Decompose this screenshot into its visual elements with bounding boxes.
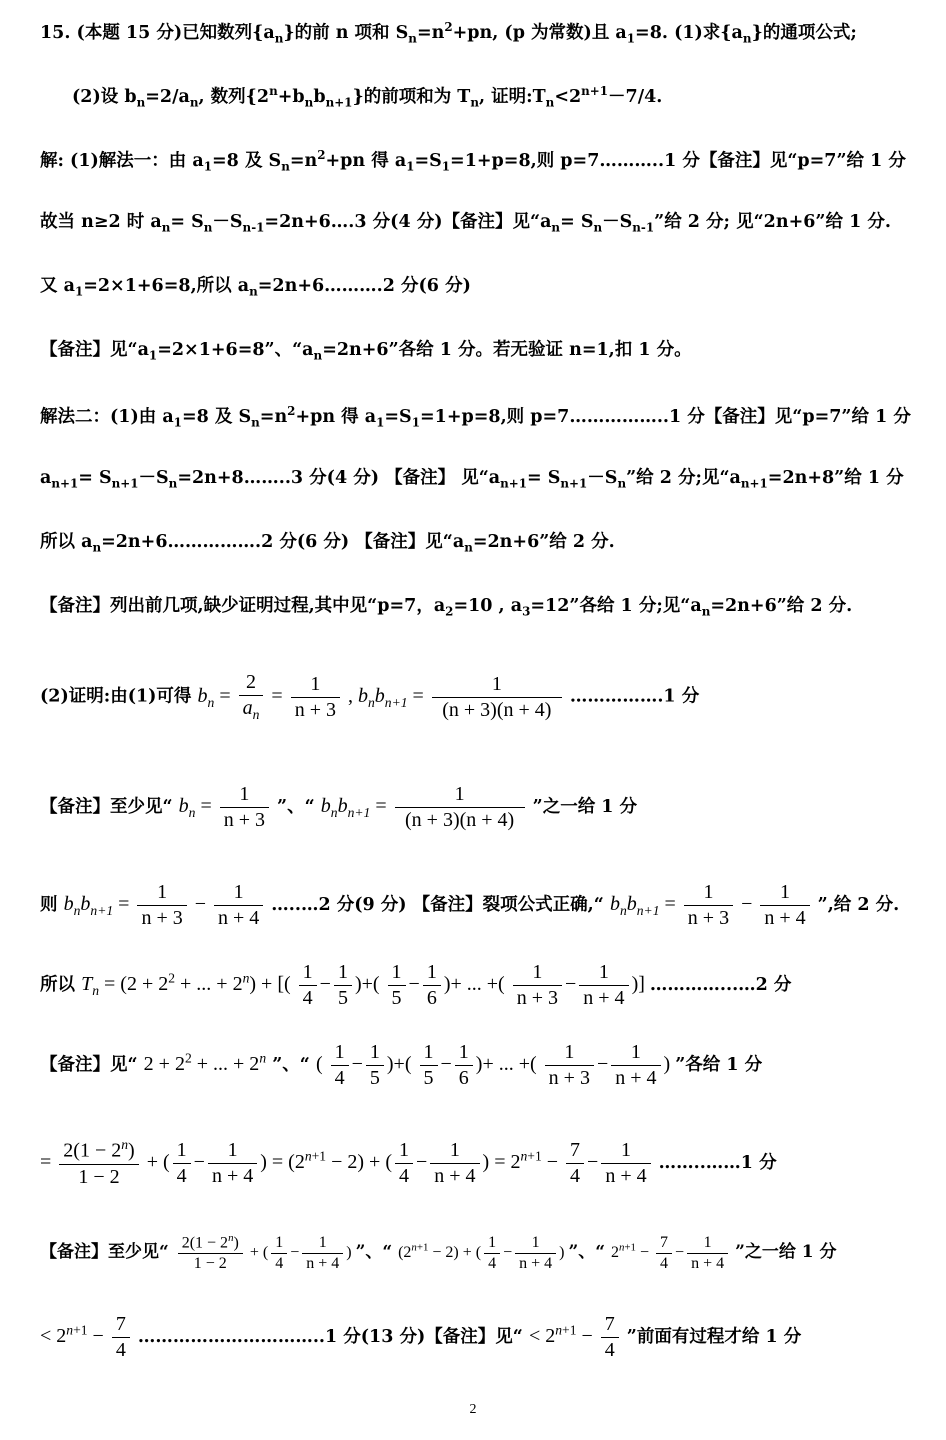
text: (2)证明:由(1)可得 bbox=[40, 686, 192, 707]
text: …………….1 分 bbox=[569, 686, 700, 707]
script: n bbox=[701, 604, 711, 619]
formula-Tn: $T_n = (2 + 2^2$ + ... + $2^n$) + [( $\frac{1}{4}$ − $\frac{1}{5}$ )+( $\frac{1}{5}$ − $\frac{1}{6}$ )+ ... +( $\frac{1}{n + 3}$ − $\frac{1}{n + 4}$ )] bbox=[81, 961, 650, 1009]
text: 解法二：(1)由 a bbox=[40, 406, 174, 427]
script: n bbox=[189, 95, 199, 110]
text: 故当 n≥2 时 a bbox=[40, 212, 162, 232]
proof-line-4 bbox=[40, 960, 938, 1011]
script: n bbox=[313, 348, 323, 363]
script: n bbox=[274, 31, 284, 46]
text: 解: (1)解法一：由 a bbox=[40, 150, 204, 171]
text: ”、“ bbox=[272, 1055, 310, 1076]
text: ”给 2 分; 见“2n+6”给 1 分. bbox=[654, 212, 891, 232]
formula: $2^{n+1}$ − $\frac{7}{4}$ − $\frac{1}{n + 4}$ bbox=[611, 1244, 735, 1261]
text: =n bbox=[416, 22, 445, 43]
text: =8. (1)求{a bbox=[635, 22, 743, 43]
script: 1 bbox=[406, 159, 415, 174]
formula: $b_n$ = $\frac{1}{n + 3}$ bbox=[179, 795, 277, 817]
proof-line-3 bbox=[40, 880, 938, 931]
formula-bn: $b_n$ = $\frac{2}{a_n}$ = $\frac{1}{n + 3}$ , $b_nb_{n+1}$ = $\frac{1}{(n + 3)(n + 4)}$ bbox=[198, 685, 570, 707]
text: －7/4. bbox=[608, 86, 663, 107]
formula: $(2^{n+1} - 2)$ + ( $\frac{1}{4}$ − $\frac{1}{n + 4}$ ) bbox=[398, 1233, 569, 1272]
den: (n + 3)(n + 4) bbox=[405, 809, 515, 831]
text-line-6 bbox=[40, 340, 938, 363]
text: －S bbox=[212, 212, 243, 232]
proof-line-5 bbox=[40, 1040, 938, 1091]
num: 1 bbox=[291, 672, 340, 698]
text: =2n+8”给 1 分 bbox=[767, 468, 904, 488]
num: 1 bbox=[760, 880, 809, 906]
text: = S bbox=[170, 212, 204, 232]
formula: $b_nb_{n+1}$ = $\frac{1}{(n + 3)(n + 4)}$ bbox=[321, 795, 533, 817]
script: n bbox=[203, 220, 213, 235]
script: n bbox=[617, 476, 627, 491]
formula: ( $\frac{1}{4}$ − $\frac{1}{5}$ )+( $\frac{1}{5}$ − $\frac{1}{6}$ )+ ... +( $\frac{1}{n + 3}$ − $\frac{1}{n + 4}$ ) bbox=[315, 1041, 676, 1089]
script: n+1 bbox=[740, 476, 768, 491]
text: =2n+6”给 2 分. bbox=[710, 596, 853, 616]
den: (n + 3)(n + 4) bbox=[442, 698, 552, 721]
text: =1+p=8,则 p=7………..1 分【备注】见“p=7”给 1 分 bbox=[450, 150, 906, 171]
text: －S bbox=[587, 468, 618, 488]
text-line-4 bbox=[40, 212, 938, 235]
text: =S bbox=[384, 406, 412, 427]
num: 1 bbox=[432, 672, 562, 698]
text: =2n+6”给 2 分. bbox=[472, 532, 615, 552]
proof-line-8 bbox=[40, 1312, 938, 1363]
text: ”,给 2 分. bbox=[817, 895, 900, 916]
text: ”、“ bbox=[568, 1241, 606, 1262]
text: ”前面有过程才给 1 分 bbox=[626, 1327, 802, 1348]
text: ”、“ bbox=[277, 797, 315, 818]
script: 1 bbox=[411, 415, 420, 430]
text: a bbox=[40, 468, 52, 488]
text: 【备注】列出前几项,缺少证明过程,其中见“p=7，a bbox=[40, 596, 446, 616]
text: 【备注】见“ bbox=[40, 1055, 138, 1076]
den: n + 4 bbox=[764, 907, 806, 929]
script: n bbox=[161, 220, 171, 235]
script: n bbox=[545, 95, 555, 110]
text: }的前项和为 T bbox=[352, 86, 471, 107]
den: n + 3 bbox=[294, 698, 336, 721]
script: n+1 bbox=[111, 476, 139, 491]
text: b bbox=[313, 86, 326, 107]
text-line-9 bbox=[40, 532, 938, 555]
text: +b bbox=[277, 86, 305, 107]
proof-line-6 bbox=[40, 1137, 938, 1190]
text: 【备注】至少见“ bbox=[40, 1241, 169, 1262]
num: 1 bbox=[684, 880, 733, 906]
text: =1+p=8,则 p=7……………..1 分【备注】见“p=7”给 1 分 bbox=[419, 406, 911, 427]
text: +pn 得 a bbox=[325, 150, 407, 171]
text: }的前 n 项和 S bbox=[283, 22, 409, 43]
formula: $\frac{2(1 - 2^n)}{1 - 2}$ + ( $\frac{1}{4}$ − $\frac{1}{n + 4}$ ) bbox=[175, 1244, 356, 1261]
proof-line-7 bbox=[40, 1232, 938, 1274]
script: n bbox=[593, 220, 603, 235]
text-line-7 bbox=[40, 404, 938, 430]
text: －S bbox=[602, 212, 633, 232]
text: …………………………..1 分(13 分)【备注】见“ bbox=[137, 1327, 523, 1348]
text: , 证明:T bbox=[478, 86, 546, 107]
text: =n bbox=[259, 406, 288, 427]
proof-line-2 bbox=[40, 782, 938, 833]
script: n bbox=[92, 540, 102, 555]
text: =2/a bbox=[145, 86, 190, 107]
script: 1 bbox=[441, 159, 451, 174]
text: = S bbox=[560, 212, 594, 232]
script: n bbox=[408, 31, 417, 46]
text-line-3 bbox=[40, 148, 938, 174]
text: =12”各给 1 分;见“a bbox=[530, 596, 702, 616]
text: …………...…2 分 bbox=[649, 975, 792, 996]
text: 【备注】见“a bbox=[40, 340, 149, 360]
script: n bbox=[136, 95, 146, 110]
text: ”之一给 1 分 bbox=[735, 1241, 837, 1262]
script: 3 bbox=[522, 604, 531, 619]
num: 1 bbox=[137, 880, 186, 906]
formula: < $2^{n+1}$ − $\frac{7}{4}$ bbox=[40, 1325, 138, 1347]
text: }的通项公式; bbox=[751, 22, 857, 43]
script: n bbox=[251, 415, 260, 430]
script: n bbox=[304, 95, 314, 110]
text-line-10 bbox=[40, 596, 938, 619]
text: 15. (本题 15 分)已知数列{a bbox=[40, 22, 275, 43]
script: n bbox=[168, 476, 178, 491]
script: n bbox=[269, 84, 278, 98]
text: =8 及 S bbox=[181, 406, 252, 427]
text-line-2 bbox=[72, 84, 938, 110]
script: n bbox=[551, 220, 561, 235]
script: n bbox=[742, 31, 752, 46]
den: n + 3 bbox=[141, 907, 183, 929]
text: ”、“ bbox=[355, 1241, 393, 1262]
text: =2×1+6=8,所以 a bbox=[83, 276, 250, 296]
script: n bbox=[470, 95, 479, 110]
script: 2 bbox=[444, 20, 453, 34]
num: 1 bbox=[214, 880, 263, 906]
text: =2n+6……….2 分(6 分) bbox=[257, 276, 471, 296]
text: ”给 2 分;见“a bbox=[626, 468, 741, 488]
script: n+1 bbox=[500, 476, 527, 491]
script: n bbox=[464, 540, 473, 555]
script: 2 bbox=[317, 148, 326, 162]
script: 2 bbox=[445, 604, 454, 619]
text: =2n+6”各给 1 分。若无验证 n=1,扣 1 分。 bbox=[322, 340, 692, 360]
formula: $b_nb_{n+1}$ = $\frac{1}{n + 3}$ − $\frac{1}{n + 4}$ bbox=[64, 893, 272, 915]
text: <2 bbox=[554, 86, 582, 107]
script: n-1 bbox=[242, 220, 265, 235]
text: 又 a bbox=[40, 276, 75, 296]
text: …..…2 分(9 分) 【备注】裂项公式正确,“ bbox=[271, 895, 604, 916]
script: 2 bbox=[287, 404, 296, 418]
text-line-1 bbox=[40, 20, 938, 46]
script: 1 bbox=[173, 415, 182, 430]
script: n bbox=[249, 284, 258, 299]
text: ”之一给 1 分 bbox=[532, 797, 638, 818]
den: $a_n$ bbox=[242, 697, 260, 722]
text: =2n+6…………….2 分(6 分) 【备注】见“a bbox=[101, 532, 465, 552]
text: =S bbox=[414, 150, 442, 171]
text: =n bbox=[289, 150, 318, 171]
text: =2n+6….3 分(4 分)【备注】见“a bbox=[264, 212, 552, 232]
formula: $2 + 2^2$ + ... + $2^n$ bbox=[143, 1050, 267, 1076]
num: 1 bbox=[220, 782, 269, 808]
text: =10 , a bbox=[453, 596, 523, 616]
text: = S bbox=[527, 468, 561, 488]
formula: $b_nb_{n+1}$ = $\frac{1}{n + 3}$ − $\frac{1}{n + 4}$ bbox=[610, 893, 818, 915]
page-number: 2 bbox=[469, 1402, 477, 1417]
script: n+1 bbox=[581, 84, 609, 98]
proof-line-1 bbox=[40, 670, 938, 724]
formula: < $2^{n+1}$ − $\frac{7}{4}$ bbox=[529, 1325, 627, 1347]
text: = S bbox=[78, 468, 112, 488]
den: n + 3 bbox=[687, 907, 730, 929]
text: 【备注】至少见“ bbox=[40, 797, 173, 818]
num: 2 bbox=[239, 670, 264, 696]
text: =2×1+6=8”、“a bbox=[157, 340, 314, 360]
text: 则 bbox=[40, 895, 58, 916]
script: n+1 bbox=[560, 476, 588, 491]
den: n + 4 bbox=[218, 907, 260, 929]
text: ”各给 1 分 bbox=[675, 1055, 763, 1076]
num: 1 bbox=[395, 782, 525, 808]
text: , 数列{2 bbox=[198, 86, 270, 107]
formula: = $\frac{2(1 - 2^n)}{1 - 2}$ + ( $\frac{1}{4}$ − $\frac{1}{n + 4}$ ) = $(2^{n+1} - 2)$ + ( $\frac{1}{4}$ − $\frac{1}{n + 4}$ ) = $2^{n+1}$ − $\frac{7}{4}$ − $\frac{1}{n + 4}$ bbox=[40, 1151, 659, 1173]
text: ……..……1 分 bbox=[658, 1152, 777, 1173]
text: －S bbox=[138, 468, 169, 488]
text-line-8 bbox=[40, 468, 938, 491]
script: 1 bbox=[148, 348, 158, 363]
script: n+1 bbox=[325, 95, 353, 110]
den: n + 3 bbox=[223, 809, 266, 831]
script: 1 bbox=[626, 31, 636, 46]
text: +pn, (p 为常数)且 a bbox=[452, 22, 627, 43]
script: 1 bbox=[74, 284, 84, 299]
script: 1 bbox=[203, 159, 213, 174]
script: n bbox=[281, 159, 290, 174]
script: n+1 bbox=[51, 476, 79, 491]
script: 1 bbox=[376, 415, 385, 430]
text-line-5 bbox=[40, 276, 938, 299]
text: +pn 得 a bbox=[295, 406, 377, 427]
text: =8 及 S bbox=[212, 150, 282, 171]
text: =2n+8……..3 分(4 分) 【备注】 见“a bbox=[177, 468, 501, 488]
text: 所以 bbox=[40, 975, 75, 996]
text: 所以 a bbox=[40, 532, 93, 552]
script: n-1 bbox=[632, 220, 655, 235]
text: (2)设 b bbox=[72, 86, 137, 107]
